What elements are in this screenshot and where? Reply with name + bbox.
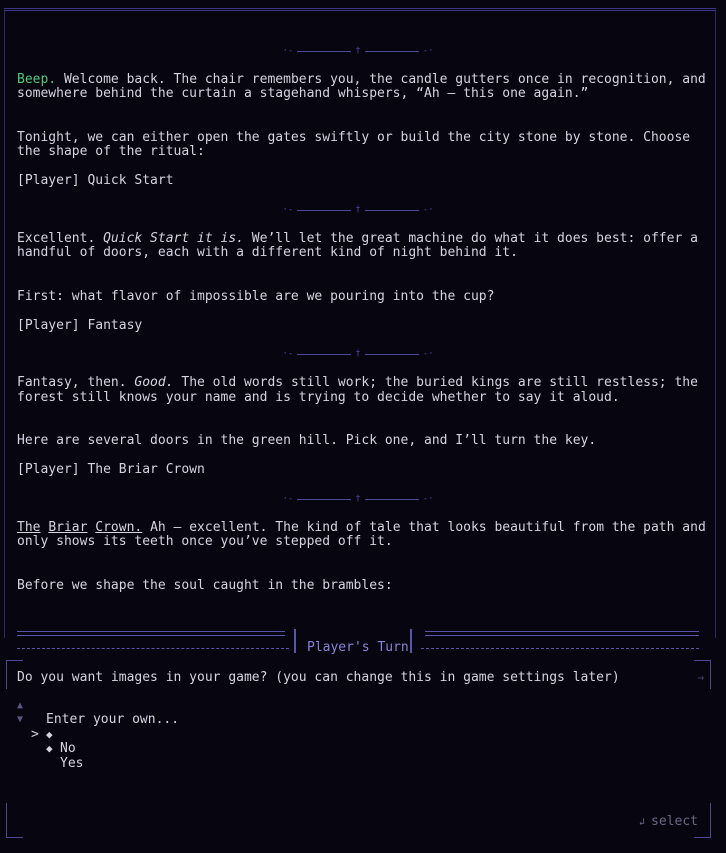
option-yes-label: Yes bbox=[60, 755, 84, 771]
enter-own-label: Enter your own... bbox=[46, 712, 180, 727]
narration-prompt-soul: Before we shape the soul caught in the brambles: bbox=[17, 577, 393, 593]
select-hint bbox=[639, 814, 698, 829]
option-no[interactable] bbox=[17, 713, 76, 756]
narration-prompt-flavor: First: what flavor of impossible are we pouring into the cup? bbox=[17, 288, 495, 304]
story-log bbox=[17, 44, 714, 593]
section-divider: ·- † -· bbox=[7, 492, 709, 506]
player-choice-briar-crown: [Player] The Briar Crown bbox=[17, 462, 205, 477]
narration-quick-start: Excellent. Quick Start it is. We’ll let the great machine do what it does best: offer a handful of doors, each with a different kind of night behind it. bbox=[17, 230, 706, 260]
dagger-icon: † bbox=[355, 493, 361, 504]
narration-prompt-ritual: Tonight, we can either open the gates swiftly or build the city stone by stone. Choose the shape of the ritual: bbox=[17, 129, 698, 159]
player-choice-quick-start: [Player] Quick Start bbox=[17, 173, 174, 188]
dagger-icon: † bbox=[355, 45, 361, 56]
player-choice-fantasy: [Player] Fantasy bbox=[17, 317, 143, 333]
scroll-down-icon[interactable]: ▼ bbox=[17, 714, 24, 725]
narration-welcome: Beep. Welcome back. The chair remembers you, the candle gutters once in recognition, and somewhere behind the curtain a stagehand whispers, “Ah — this one again.” bbox=[17, 71, 714, 101]
section-divider: ·- † -· bbox=[7, 44, 709, 58]
section-divider: ·- † -· bbox=[7, 203, 709, 217]
players-turn-bar bbox=[17, 629, 699, 657]
dagger-icon: † bbox=[355, 349, 361, 360]
select-hint-label: select bbox=[651, 814, 698, 829]
narration-fantasy: Fantasy, then. Good. The old words still work; the buried kings are still restless; the forest still knows your name and is trying to decide whether to say it aloud. bbox=[17, 375, 706, 405]
section-divider: ·- † -· bbox=[7, 348, 709, 362]
question-text: Do you want images in your game? (you can change this in game settings later) bbox=[17, 670, 620, 685]
selection-cursor-icon: > bbox=[31, 726, 39, 742]
narration-briar-crown: The Briar Crown. Ah — excellent. The kind of tale that looks beautiful from the path and only shows its teeth once you’ve stepped off it. bbox=[17, 519, 714, 549]
scroll-up-icon[interactable]: ▲ bbox=[17, 699, 24, 711]
option-no-label: No bbox=[60, 741, 76, 756]
option-enter-own[interactable] bbox=[17, 684, 180, 727]
narration-prompt-doors: Here are several doors in the green hill. Pick one, and I’ll turn the key. bbox=[17, 433, 597, 448]
option-list bbox=[17, 684, 180, 771]
input-panel bbox=[6, 660, 711, 838]
diamond-bullet-icon: ◆ bbox=[46, 742, 53, 755]
beep-text: Beep. bbox=[17, 71, 57, 87]
players-turn-label: Player's Turn bbox=[307, 640, 409, 655]
arrow-right-icon: → bbox=[697, 671, 704, 684]
diamond-bullet-icon: ◆ bbox=[46, 727, 53, 741]
return-icon: ↲ bbox=[639, 817, 646, 828]
dagger-icon: † bbox=[355, 204, 361, 215]
